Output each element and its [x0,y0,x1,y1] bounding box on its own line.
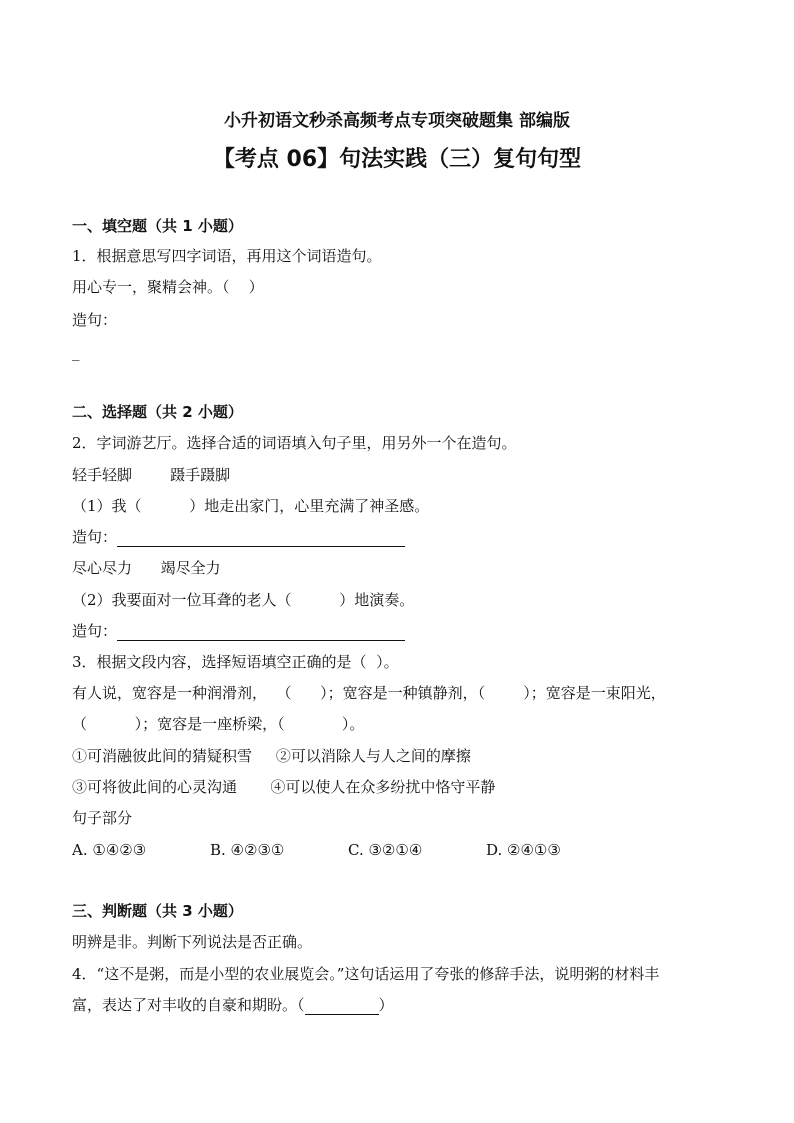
question-3-passage-line-1: 有人说，宽容是一种润滑剂， （ ）；宽容是一种镇静剂，（ ）；宽容是一束阳光， [72,684,666,702]
question-1-answer-blank: _ [72,343,80,361]
question-2-word-pair-1: 轻手轻脚 蹑手蹑脚 [72,466,231,484]
sentence-label: 造句： [72,528,118,546]
question-3-phrases-2: ③可将彼此间的心灵沟通 ④可以使人在众多纷扰中恪守平静 [72,778,496,796]
question-4-line-2 [72,995,394,1015]
section-heading-judgement: 三、判断题（共 3 小题） [72,902,243,920]
question-2-sentence-1 [72,527,405,547]
question-2-part-1: （1）我（ ）地走出家门，心里充满了神圣感。 [72,497,430,515]
choice-a[interactable]: A. ①④②③ [72,841,147,859]
answer-line [117,624,405,641]
question-4-text: 富，表达了对丰收的自豪和期盼。（ [72,996,305,1014]
document-title: 小升初语文秒杀高频考点专项突破题集 部编版 [224,111,570,131]
judgement-answer-blank[interactable] [305,998,379,1015]
question-1-sentence-label: 造句： [72,311,118,329]
question-2-sentence-2 [72,621,405,641]
document-subtitle: 【考点 06】句法实践（三）复句句型 [212,147,582,172]
choice-b[interactable]: B. ④②③① [210,841,285,859]
question-3-passage-line-2: （ ）；宽容是一座桥梁，（ ）。 [72,715,365,733]
choice-c[interactable]: C. ③②①④ [348,841,423,859]
question-2: 2．字词游艺厅。选择合适的词语填入句子里，用另外一个在造句。 [72,434,517,452]
question-4-line-1: 4．“这不是粥，而是小型的农业展览会。”这句话运用了夸张的修辞手法，说明粥的材料丰 [72,965,660,983]
choice-d[interactable]: D. ②④①③ [486,841,561,859]
question-1-definition: 用心专一，聚精会神。（ ） [72,278,264,296]
question-3-choices [72,840,624,860]
sentence-label: 造句： [72,622,118,640]
judgement-intro: 明辨是非。判断下列说法是否正确。 [72,933,313,951]
section-heading-choice: 二、选择题（共 2 小题） [72,403,243,421]
question-4-close-paren: ） [378,996,394,1014]
question-3-sentence-part: 句子部分 [72,809,133,827]
answer-line [117,530,405,547]
question-3: 3．根据文段内容，选择短语填空正确的是（ ）。 [72,653,399,671]
question-3-phrases-1: ①可消融彼此间的猜疑积雪 ②可以消除人与人之间的摩擦 [72,747,471,765]
question-2-part-2: （2）我要面对一位耳聋的老人（ ）地演奏。 [72,591,415,609]
section-heading-fill-blank: 一、填空题（共 1 小题） [72,217,243,235]
question-2-word-pair-2: 尽心尽力 竭尽全力 [72,559,221,577]
question-1: 1．根据意思写四字词语，再用这个词语造句。 [72,247,382,265]
